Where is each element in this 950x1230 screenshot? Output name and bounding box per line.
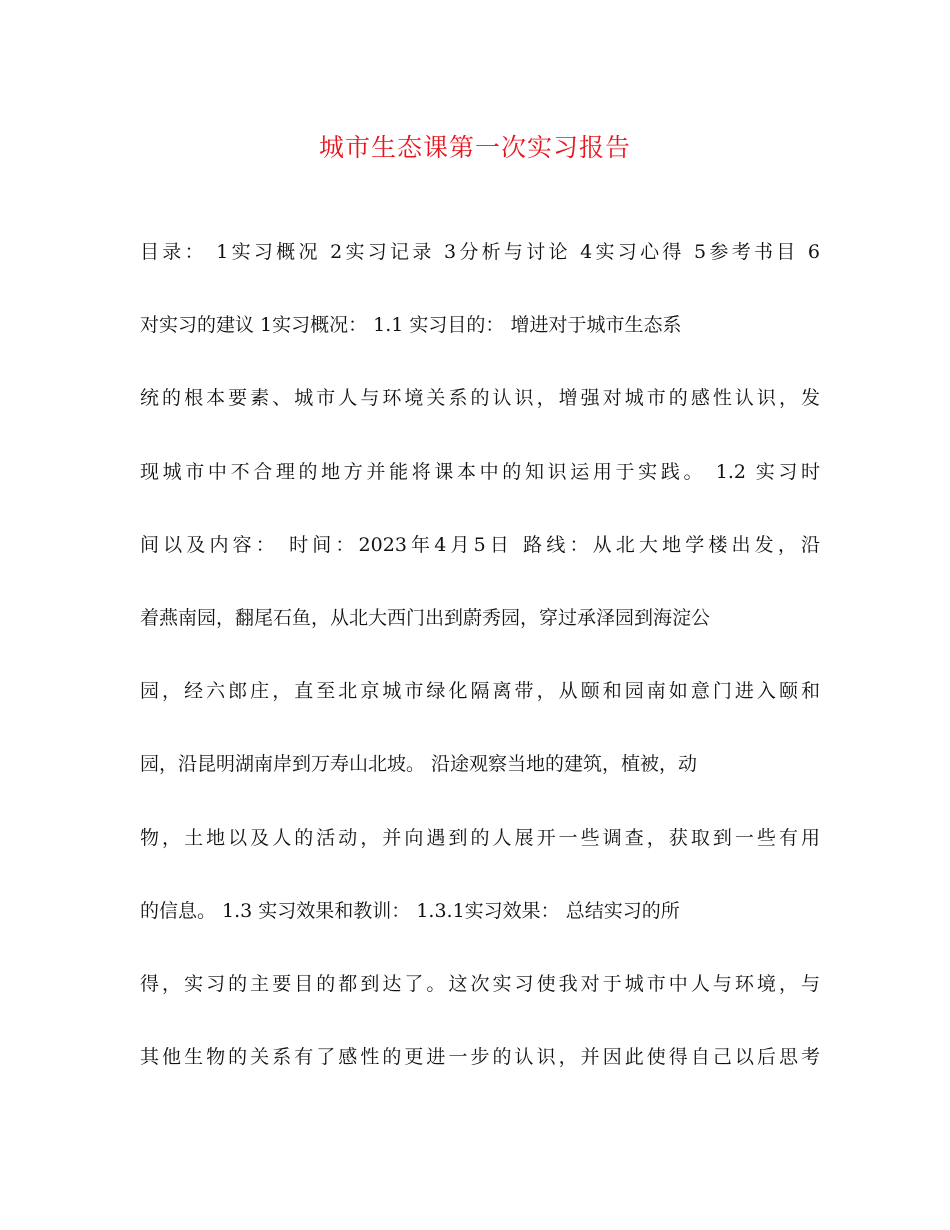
body-line: 统的根本要素、城市人与环境关系的认识，增强对城市的感性认识，发 (140, 387, 820, 410)
body-line: 园，沿昆明湖南岸到万寿山北坡。 沿途观察当地的建筑，植被，动 (140, 753, 698, 776)
body-line: 间以及内容： 时间：2023年4月5日 路线：从北大地学楼出发，沿 (140, 533, 820, 556)
document-body (140, 230, 820, 1108)
body-line: 的信息。 1.3 实习效果和教训： 1.3.1实习效果： 总结实习的所 (140, 899, 680, 922)
body-line: 对实习的建议 1实习概况： 1.1 实习目的： 增进对于城市生态系 (140, 314, 682, 337)
document-title: 城市生态课第一次实习报告 (318, 133, 631, 162)
body-line: 其他生物的关系有了感性的更进一步的认识，并因此使得自己以后思考 (140, 1046, 820, 1069)
body-line: 着燕南园，翻尾石鱼，从北大西门出到蔚秀园，穿过承泽园到海淀公 (140, 606, 711, 629)
body-line: 物，土地以及人的活动，并向遇到的人展开一些调查，获取到一些有用 (140, 826, 820, 849)
body-line: 现城市中不合理的地方并能将课本中的知识运用于实践。 1.2 实习时 (140, 460, 820, 483)
body-line: 得，实习的主要目的都到达了。这次实习使我对于城市中人与环境，与 (140, 972, 820, 995)
body-line: 园，经六郎庄，直至北京城市绿化隔离带，从颐和园南如意门进入颐和 (140, 680, 820, 703)
body-line: 目录： 1实习概况 2实习记录 3分析与讨论 4实习心得 5参考书目 6 (140, 241, 820, 263)
